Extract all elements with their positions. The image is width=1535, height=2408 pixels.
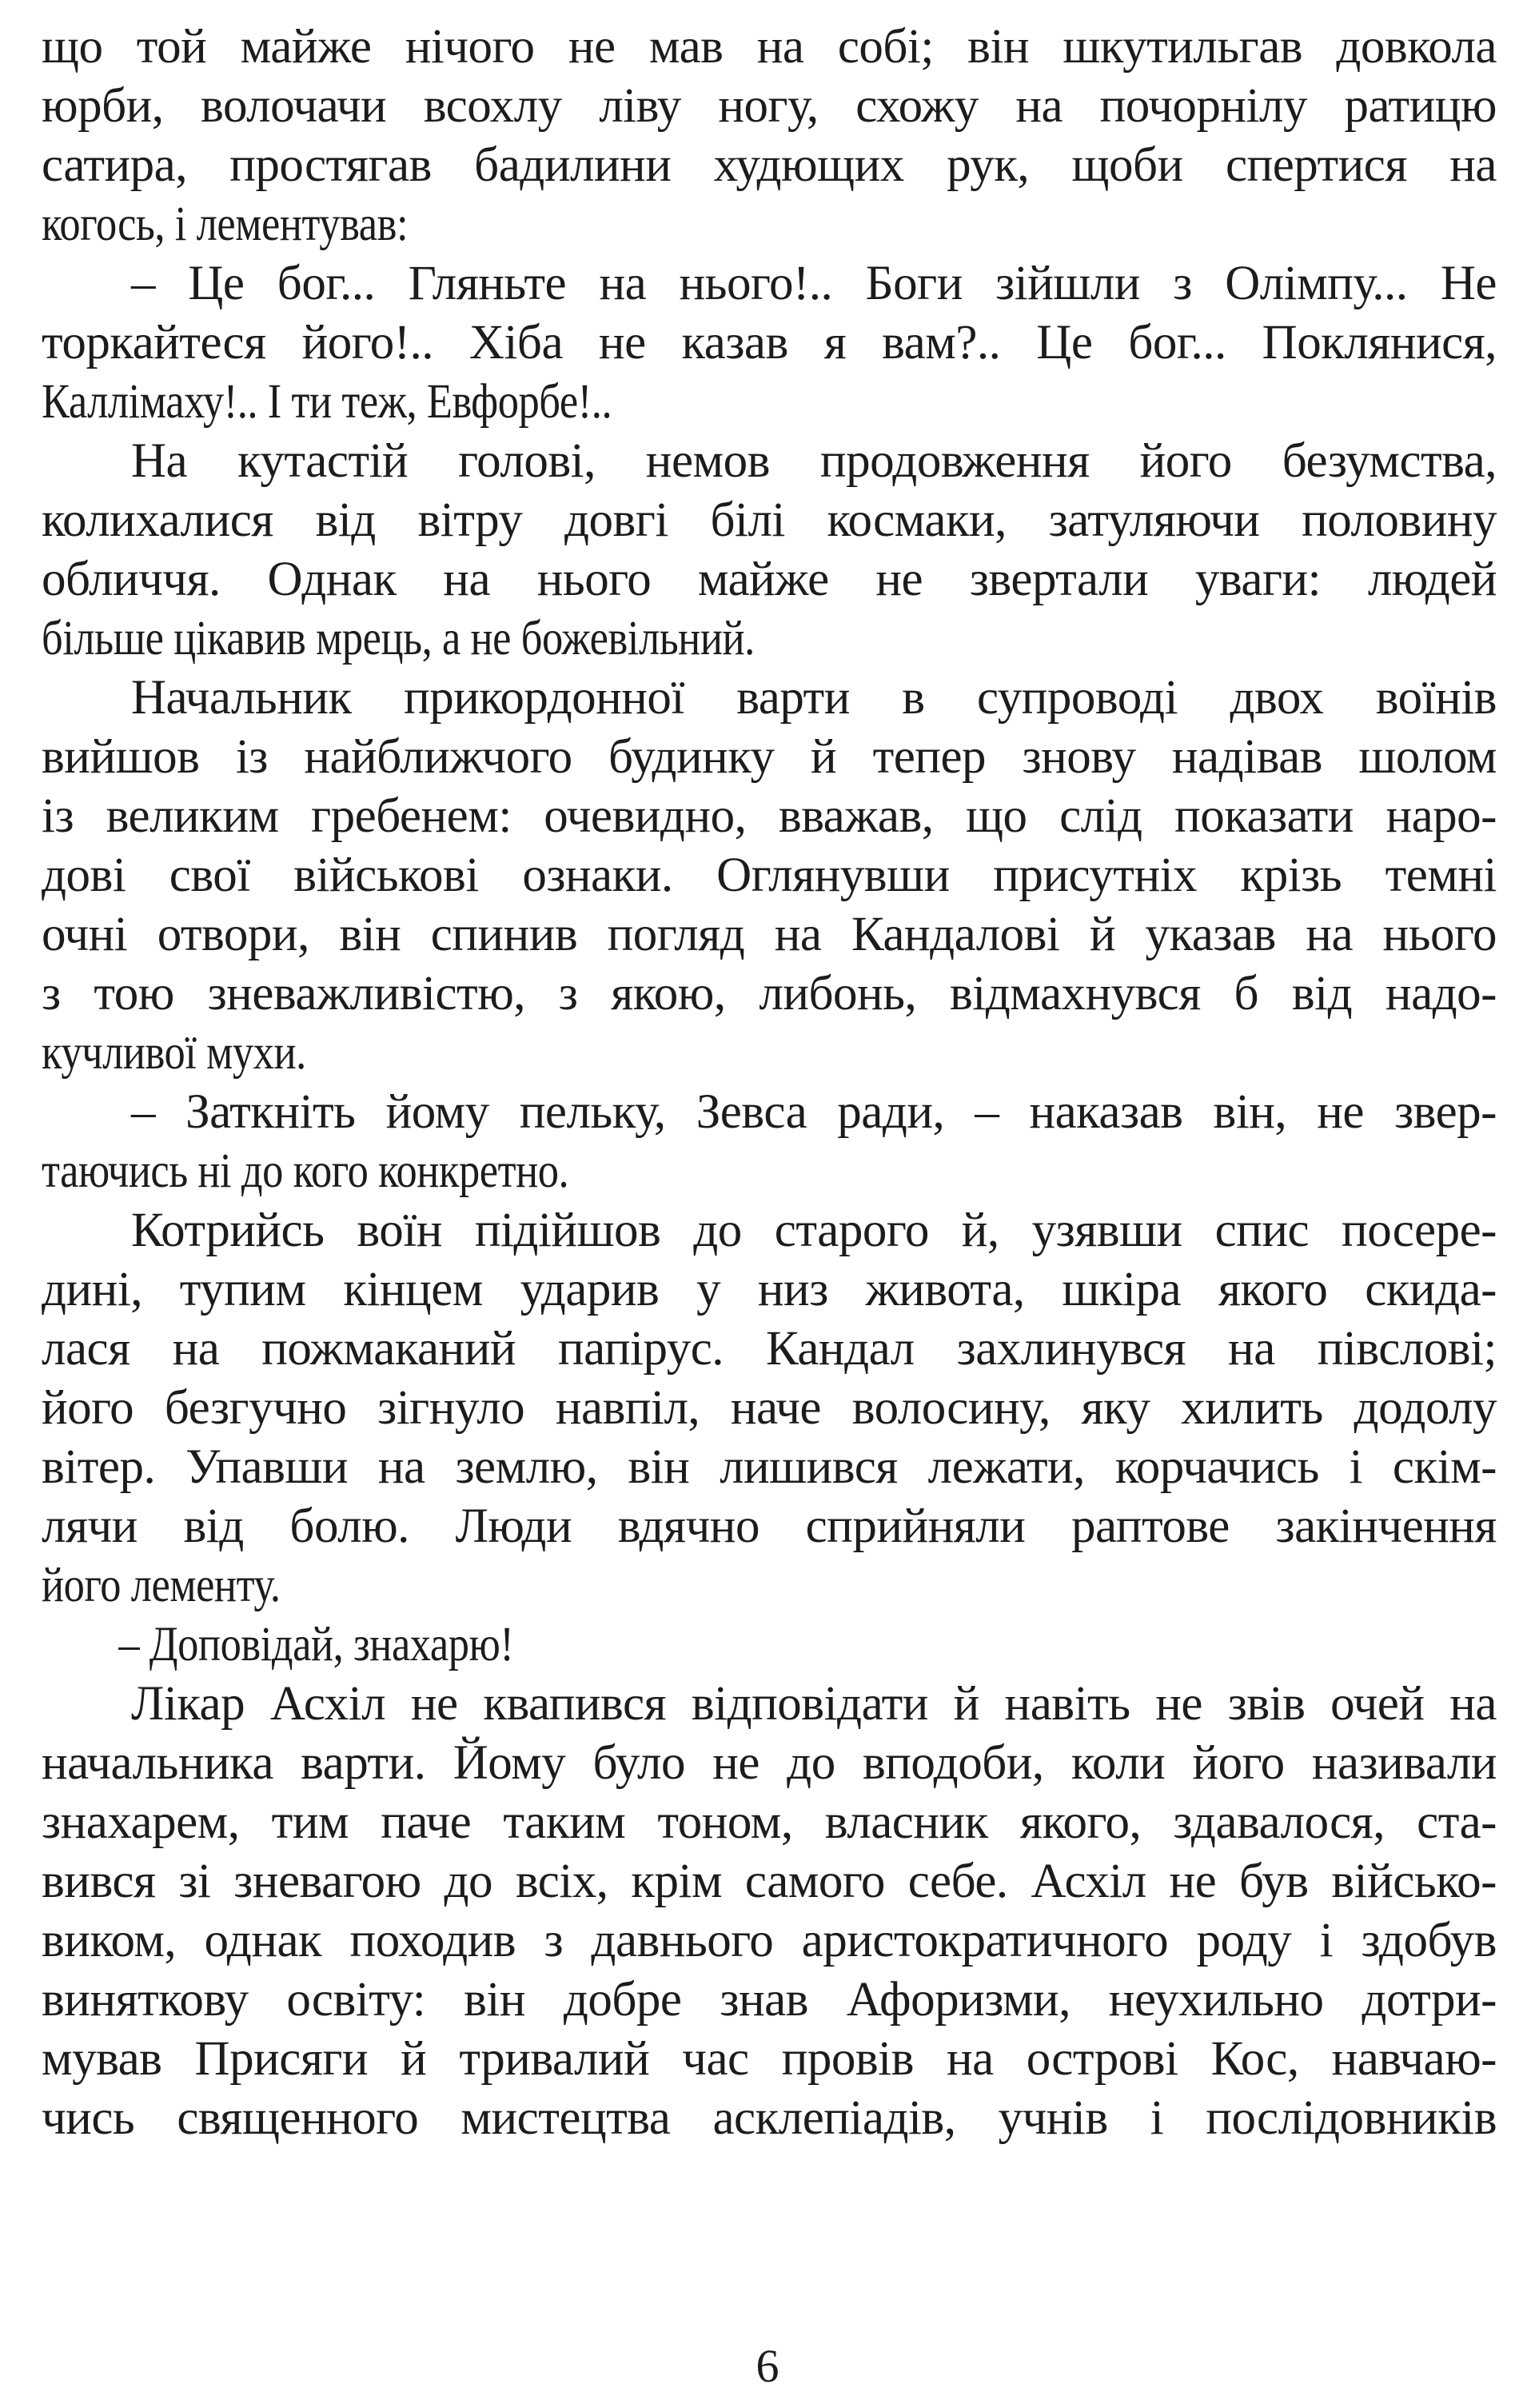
text-line: що той майже нічого не мав на собі; він шкутильгав довкола (42, 20, 1497, 74)
text-line: із великим гребенем: очевидно, вважав, що слід показати наро- (42, 789, 1497, 843)
text-line: вився зі зневагою до всіх, крім самого себе. Асхіл не був військо- (42, 1855, 1497, 1908)
text-line: таючись ні до кого конкретно. (42, 1144, 569, 1198)
text-line: дині, тупим кінцем ударив у низ живота, шкіра якого скида- (42, 1263, 1497, 1316)
text-line: його безгучно зігнуло навпіл, наче волосину, яку хилить додолу (42, 1381, 1497, 1435)
text-line: виняткову освіту: він добре знав Афоризми, неухильно дотри- (42, 1973, 1497, 2027)
text-line: На кутастій голові, немов продовження його безумства, (131, 434, 1497, 488)
text-line: Начальник прикордонної варти в супроводі двох воїнів (131, 671, 1497, 725)
text-line: Лікар Асхіл не квапився відповідати й навіть не звів очей на (131, 1677, 1497, 1731)
page-number: 6 (756, 2340, 779, 2392)
book-page-body (42, 18, 1497, 2148)
text-line: – Доповідай, знахарю! (118, 1618, 514, 1671)
text-line: чись священного мистецтва асклепіадів, учнів і послідовників (42, 2091, 1497, 2145)
text-line: когось, і лементував: (42, 198, 409, 251)
text-line: з тою зневажливістю, з якою, либонь, відмахнувся б від надо- (42, 967, 1497, 1020)
text-line: вітер. Упавши на землю, він лишився лежати, корчачись і скім- (42, 1440, 1497, 1494)
text-line: сатира, простягав бадилини худющих рук, щоби спертися на (42, 138, 1497, 192)
text-line: більше цікавив мрець, а не божевільний. (42, 612, 755, 665)
text-line: вийшов із найближчого будинку й тепер знову надівав шолом (42, 730, 1497, 784)
text-line: знахарем, тим паче таким тоном, власник якого, здавалося, ста- (42, 1795, 1497, 1849)
text-line: лася на пожмаканий папірус. Кандал захлинувся на півслові; (42, 1322, 1497, 1376)
text-line: очні отвори, він спинив погляд на Кандалові й указав на нього (42, 908, 1497, 961)
text-line: дові свої військові ознаки. Оглянувши присутніх крізь темні (42, 849, 1497, 902)
text-line: торкайтеся його!.. Хіба не казав я вам?.. Це бог... Поклянися, (42, 316, 1497, 369)
text-line: юрби, волочачи всохлу ліву ногу, схожу на почорнілу ратицю (42, 79, 1497, 133)
text-line: обличчя. Однак на нього майже не звертали уваги: людей (42, 553, 1497, 606)
text-line: кучливої мухи. (42, 1026, 306, 1080)
text-line: мував Присяги й тривалий час провів на острові Кос, навчаю- (42, 2032, 1497, 2086)
text-line: лячи від болю. Люди вдячно сприйняли раптове закінчення (42, 1500, 1497, 1553)
text-line: начальника варти. Йому було не до вподоби, коли його називали (42, 1736, 1497, 1790)
text-line: Каллімаху!.. І ти теж, Евфорбе!.. (42, 375, 612, 429)
text-line: Котрийсь воїн підійшов до старого й, узявши спис посере- (131, 1204, 1497, 1257)
text-line: виком, однак походив з давнього аристократичного роду і здобув (42, 1914, 1497, 1967)
text-line: – Це бог... Гляньте на нього!.. Боги зійшли з Олімпу... Не (131, 257, 1497, 310)
text-line: колихалися від вітру довгі білі космаки, затуляючи половину (42, 493, 1497, 547)
text-line: – Заткніть йому пельку, Зевса ради, – наказав він, не звер- (131, 1085, 1497, 1139)
text-line: його лементу. (42, 1559, 281, 1612)
